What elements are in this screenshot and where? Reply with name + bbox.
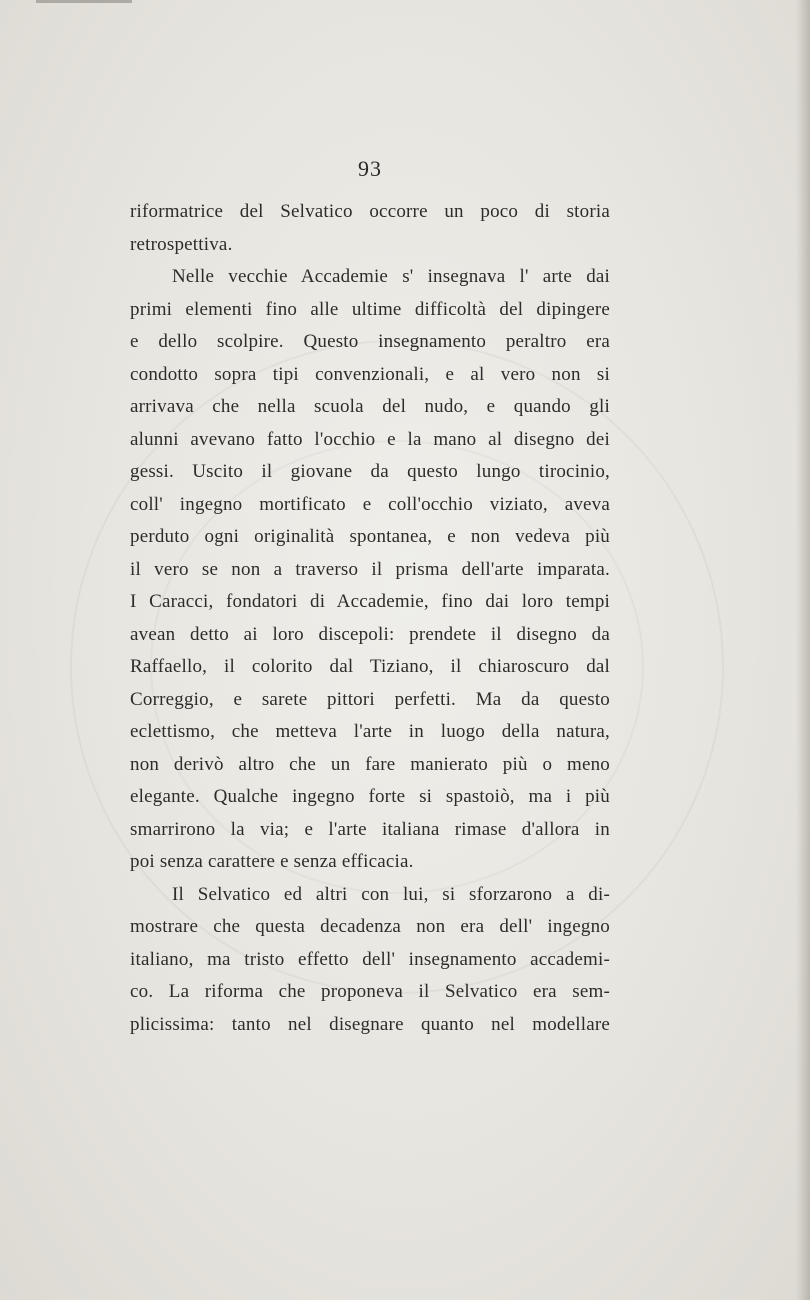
page-edge-shadow	[796, 0, 810, 1300]
text-line: alunni avevano fatto l'occhio e la mano al disegno dei	[130, 428, 610, 450]
page-edge-mark	[36, 0, 132, 3]
text-line: Correggio, e sarete pittori perfetti. Ma da questo	[130, 688, 610, 710]
text-line: coll' ingegno mortificato e coll'occhio viziato, aveva	[130, 493, 610, 515]
page-number: 93	[358, 156, 382, 181]
text-line: retrospettiva.	[130, 233, 233, 255]
body-text	[130, 196, 610, 1041]
text-line: poi senza carattere e senza efficacia.	[130, 851, 414, 872]
text-line: perduto ogni originalità spontanea, e non vedeva più	[130, 526, 610, 547]
text-line: elegante. Qualche ingegno forte si spastoiò, ma i più	[130, 786, 610, 807]
text-line: Nelle vecchie Accademie s' insegnava l' arte dai	[172, 266, 610, 287]
text-line: plicissima: tanto nel disegnare quanto nel modellare	[130, 1013, 610, 1035]
text-line: italiano, ma tristo effetto dell' insegnamento accademi-	[130, 948, 610, 970]
text-line: condotto sopra tipi convenzionali, e al vero non si	[130, 363, 610, 385]
text-line: gessi. Uscito il giovane da questo lungo tirocinio,	[130, 461, 610, 482]
text-line: smarrirono la via; e l'arte italiana rimase d'allora in	[130, 818, 610, 840]
text-line: mostrare che questa decadenza non era dell' ingegno	[130, 916, 610, 937]
text-line: avean detto ai loro discepoli: prendete il disegno da	[130, 623, 610, 645]
text-line: arrivava che nella scuola del nudo, e quando gli	[130, 396, 610, 417]
text-line: riformatrice del Selvatico occorre un poco di storia	[130, 201, 610, 222]
text-line: non derivò altro che un fare manierato più o meno	[130, 753, 610, 775]
text-line: I Caracci, fondatori di Accademie, fino dai loro tempi	[130, 591, 610, 612]
text-line: eclettismo, che metteva l'arte in luogo della natura,	[130, 721, 610, 742]
text-line: primi elementi fino alle ultime difficoltà del dipingere	[130, 298, 610, 320]
text-line: co. La riforma che proponeva il Selvatico era sem-	[130, 981, 610, 1002]
text-line: il vero se non a traverso il prisma dell'arte imparata.	[130, 558, 610, 580]
text-line: e dello scolpire. Questo insegnamento peraltro era	[130, 331, 610, 352]
text-line: Raffaello, il colorito dal Tiziano, il chiaroscuro dal	[130, 656, 610, 677]
text-line: Il Selvatico ed altri con lui, si sforzarono a di-	[172, 883, 610, 905]
